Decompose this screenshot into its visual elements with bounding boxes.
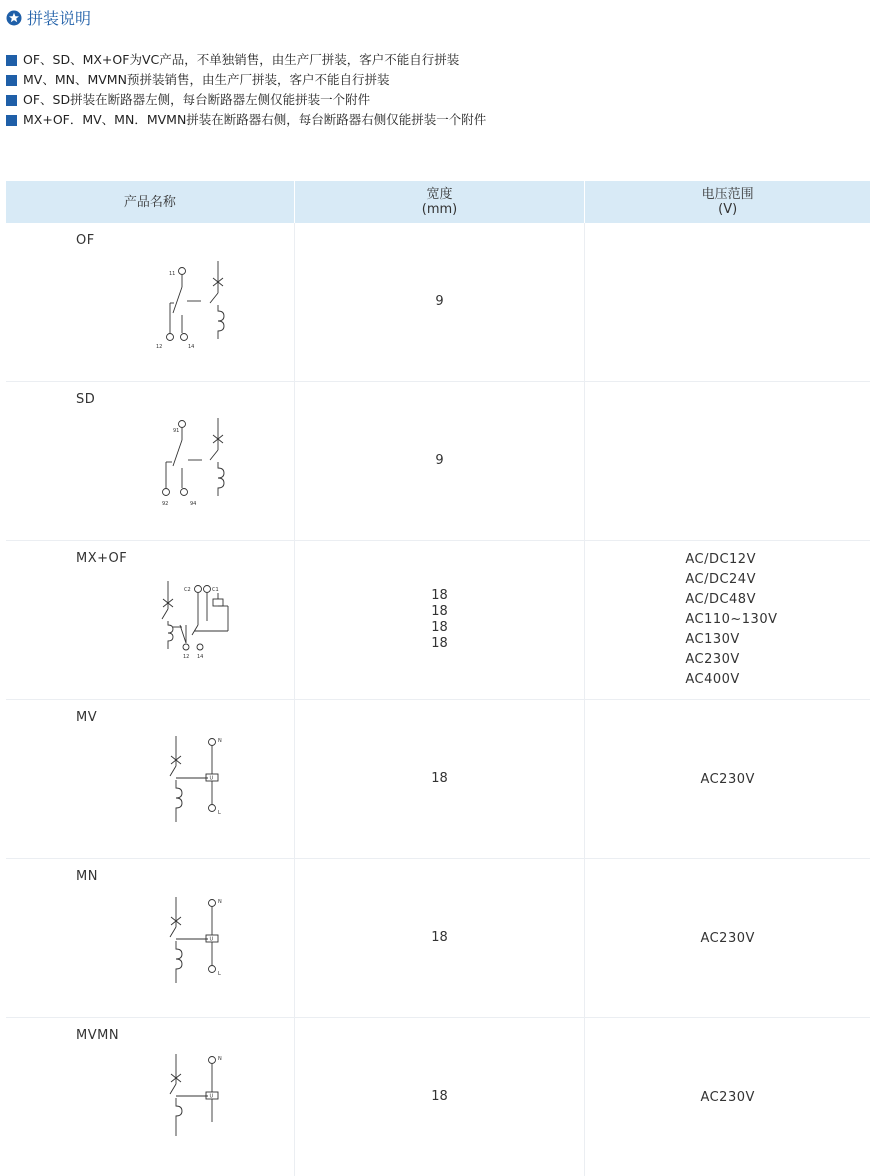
svg-text:94: 94 <box>190 501 197 507</box>
svg-text:12: 12 <box>183 654 190 660</box>
svg-text:U: U <box>209 1093 214 1100</box>
table-row <box>6 541 870 700</box>
mn-diagram <box>146 891 256 986</box>
mvmn-diagram <box>146 1050 256 1145</box>
svg-text:14: 14 <box>197 654 204 660</box>
note-item <box>6 110 486 130</box>
product-name: MVMN <box>76 1028 120 1043</box>
svg-text:N: N <box>218 899 222 905</box>
sd-contact-diagram <box>146 414 256 509</box>
note-item <box>6 70 486 90</box>
note-text: MX+OF．MV、MN．MVMN拼装在断路器右侧，每台断路器右侧仅能拼装一个附件 <box>23 112 487 127</box>
svg-text:U: U <box>209 775 214 782</box>
svg-text:L: L <box>218 810 221 816</box>
of-contact-diagram <box>146 255 256 350</box>
star-circle-icon <box>6 10 22 26</box>
voltage-value: AC230V <box>700 930 755 946</box>
svg-text:11: 11 <box>169 271 176 277</box>
svg-text:N: N <box>218 738 222 744</box>
svg-text:L: L <box>218 971 221 977</box>
bullet-square-icon <box>6 75 17 86</box>
section-title-text: 拼装说明 <box>27 9 92 28</box>
svg-text:C1: C1 <box>212 587 219 593</box>
svg-text:N: N <box>218 1056 222 1062</box>
notes-list <box>6 50 486 130</box>
width-values: 18 <box>431 930 448 945</box>
note-text: OF、SD、MX+OF为VC产品，不单独销售，由生产厂拼装，客户不能自行拼装 <box>23 52 460 67</box>
product-name: MN <box>76 869 98 884</box>
svg-text:92: 92 <box>162 501 169 507</box>
mv-diagram <box>146 732 256 827</box>
table-row <box>6 700 870 859</box>
width-values: 18 18 18 18 <box>431 588 448 651</box>
bullet-square-icon <box>6 115 17 126</box>
header-width: 宽度 (mm) <box>294 181 585 223</box>
product-name: OF <box>76 233 95 248</box>
voltage-list: AC/DC12V AC/DC24V AC/DC48V AC110~130V AC130V AC230V AC400V <box>685 552 778 687</box>
product-name: SD <box>76 392 96 407</box>
header-name: 产品名称 <box>123 194 176 210</box>
svg-text:C2: C2 <box>184 587 191 593</box>
header-voltage: 电压范围 (V) <box>584 181 870 223</box>
note-text: MV、MN、MVMN预拼装销售，由生产厂拼装，客户不能自行拼装 <box>23 72 390 87</box>
table-header <box>6 181 870 223</box>
width-values: 9 <box>435 294 444 309</box>
bullet-square-icon <box>6 55 17 66</box>
svg-text:12: 12 <box>156 344 163 350</box>
note-text: OF、SD拼装在断路器左侧，每台断路器左侧仅能拼装一个附件 <box>23 92 371 107</box>
width-values: 18 <box>431 771 448 786</box>
width-values: 9 <box>435 453 444 468</box>
table-row <box>6 223 870 382</box>
svg-text:U: U <box>209 936 214 943</box>
voltage-value: AC230V <box>700 771 755 787</box>
table-row <box>6 859 870 1018</box>
product-name: MX+OF <box>76 551 128 566</box>
table-row <box>6 382 870 541</box>
svg-text:14: 14 <box>188 344 195 350</box>
table-row <box>6 1018 870 1176</box>
bullet-square-icon <box>6 95 17 106</box>
voltage-value: AC230V <box>700 1089 755 1105</box>
width-values: 18 <box>431 1089 448 1104</box>
note-item <box>6 90 486 110</box>
svg-text:91: 91 <box>173 428 180 434</box>
mx-of-diagram <box>146 573 256 668</box>
spec-table <box>6 181 870 1176</box>
product-name: MV <box>76 710 98 725</box>
note-item <box>6 50 486 70</box>
section-title <box>6 6 91 29</box>
